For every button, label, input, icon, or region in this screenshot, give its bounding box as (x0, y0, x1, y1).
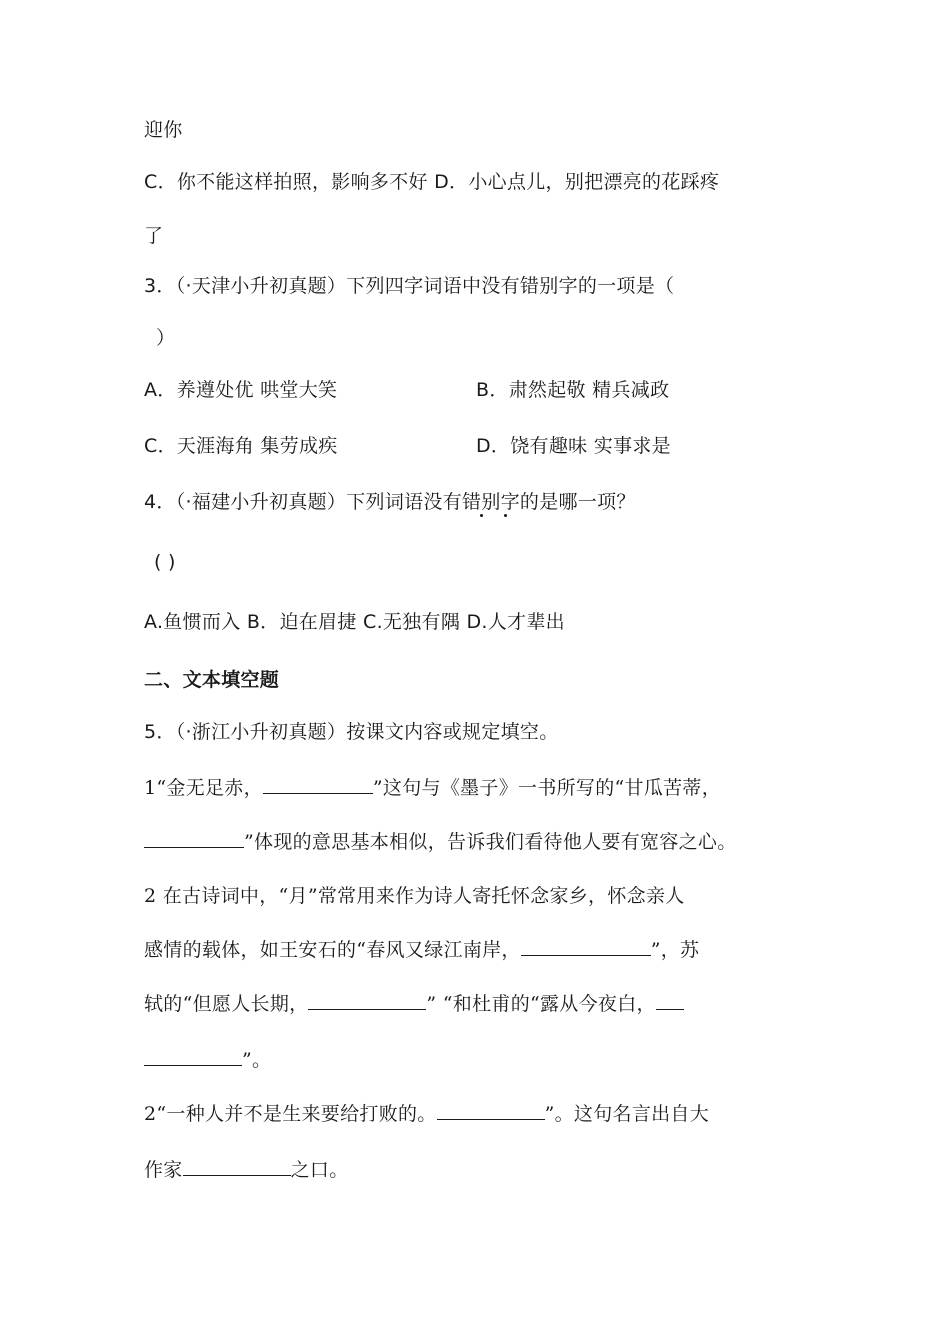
answer-blank[interactable] (521, 937, 651, 956)
option-a: A．养遵处优 哄堂大笑 (144, 379, 338, 401)
fill-line-4 (144, 936, 699, 964)
text-segment: ”这句与《墨子》一书所写的“甘瓜苦蒂， (372, 777, 722, 799)
fill-line-6 (144, 1046, 271, 1074)
emphasis-dots (476, 512, 516, 522)
option-c: C．天涯海角 集劳成疾 (144, 435, 338, 457)
text-segment: 2“一种人并不是生来要给打败的。 (144, 1103, 437, 1125)
question-4-options: A.鱼惯而入 B．迫在眉捷 C.无独有隅 D.人才辈出 (144, 611, 565, 633)
question-5: 5．（·浙江小升初真题）按课文内容或规定填空。 (144, 721, 559, 743)
emphasis-dot (480, 514, 483, 517)
fill-line-8 (144, 1156, 349, 1184)
answer-blank[interactable] (437, 1101, 545, 1120)
option-line (144, 168, 719, 196)
question-3-options-row-2 (144, 432, 671, 460)
fill-line-2 (144, 828, 737, 856)
text-segment: 作家 (144, 1159, 183, 1181)
text-segment: ”体现的意思基本相似，告诉我们看待他人要有宽容之心。 (244, 831, 737, 853)
text-segment: ”，苏 (650, 939, 700, 961)
section-heading: 二、文本填空题 (144, 669, 280, 691)
text-line: 了 (144, 225, 164, 247)
answer-blank[interactable] (183, 1157, 291, 1176)
text-segment: 感情的载体，如王安石的“春风又绿江南岸， (144, 939, 521, 961)
question-4-paren: ( ) (154, 551, 176, 573)
text-segment: 之口。 (290, 1159, 349, 1181)
text-segment: ”。 (242, 1049, 272, 1071)
question-4: 4．（·福建小升初真题）下列词语没有错别字的是哪一项？ (144, 491, 636, 513)
question-3-paren: ） (156, 327, 176, 349)
answer-blank[interactable] (656, 991, 684, 1010)
answer-blank[interactable] (144, 1047, 242, 1066)
emphasis-dot (504, 514, 507, 517)
text-segment: 轼的“但愿人长期， (144, 993, 309, 1015)
option-b: B．肃然起敬 精兵减政 (476, 379, 670, 401)
option-d: D．小心点儿，别把漂亮的花踩疼 (434, 171, 720, 193)
fill-line-3: 2 在古诗词中，“月”常常用来作为诗人寄托怀念家乡，怀念亲人 (144, 885, 685, 907)
answer-blank[interactable] (263, 775, 373, 794)
text-line: 迎你 (144, 119, 183, 141)
option-d: D．饶有趣味 实事求是 (476, 435, 671, 457)
text-segment: ”。这句名言出自大 (544, 1103, 710, 1125)
fill-line-1 (144, 774, 721, 802)
question-3: 3．（·天津小升初真题）下列四字词语中没有错别字的一项是（ (144, 275, 675, 297)
answer-blank[interactable] (308, 991, 426, 1010)
text-segment: ” “和杜甫的“露从今夜白， (426, 993, 656, 1015)
text-segment: 1“金无足赤， (144, 777, 263, 799)
answer-blank[interactable] (144, 829, 244, 848)
question-3-options-row-1 (144, 376, 670, 404)
fill-line-7 (144, 1100, 709, 1128)
fill-line-5 (144, 990, 684, 1018)
option-c: C．你不能这样拍照，影响多不好 (144, 171, 428, 193)
